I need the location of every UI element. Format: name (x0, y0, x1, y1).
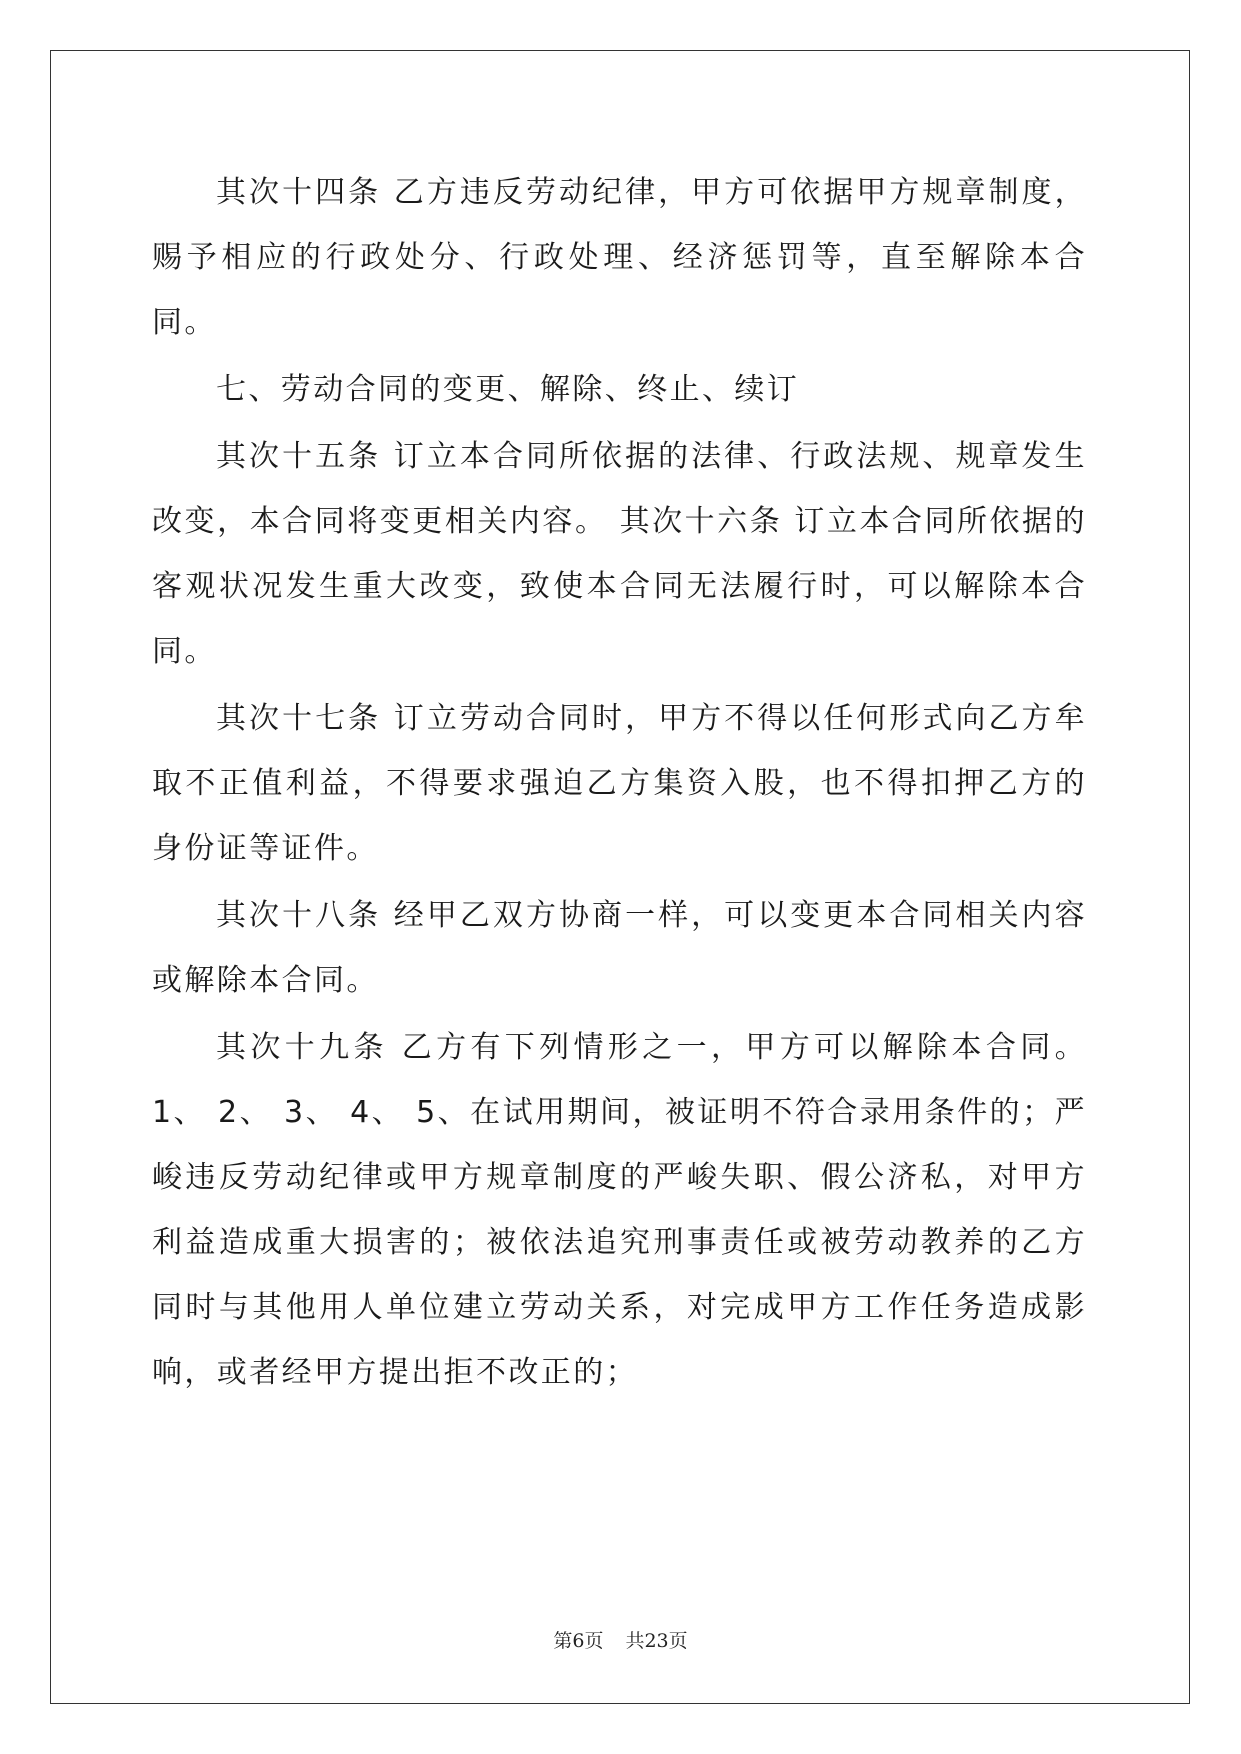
paragraph-article-19: 其次十九条 乙方有下列情形之一，甲方可以解除本合同。 1、 2、 3、 4、 5、在试用期间，被证明不符合录用条件的；严峻违反劳动纪律或甲方规章制度的严峻失职、假公济私，对甲方利益造成重大损害的；被依法追究刑事责任或被劳动教养的乙方同时与其他用人单位建立劳动关系，对完成甲方工作任务造成影响，或者经甲方提出拒不改正的； (152, 1030, 1087, 1390)
paragraph-article-14: 其次十四条 乙方违反劳动纪律，甲方可依据甲方规章制度，赐予相应的行政处分、行政处理、经济惩罚等，直至解除本合同。 (152, 175, 1087, 340)
paragraph-article-17: 其次十七条 订立劳动合同时，甲方不得以任何形式向乙方牟取不正值利益，不得要求强迫乙方集资入股，也不得扣押乙方的身份证等证件。 (152, 701, 1087, 866)
document-body (152, 160, 1087, 1405)
section-heading-contract-changes: 七、劳动合同的变更、解除、终止、续订 (216, 372, 800, 407)
page-number: 第6页 (553, 1630, 604, 1652)
paragraph-article-15-16: 其次十五条 订立本合同所依据的法律、行政法规、规章发生改变，本合同将变更相关内容。 其次十六条 订立本合同所依据的客观状况发生重大改变，致使本合同无法履行时，可以解除本合同。 (152, 439, 1087, 669)
page-total: 共23页 (625, 1630, 688, 1652)
paragraph-article-18: 其次十八条 经甲乙双方协商一样，可以变更本合同相关内容或解除本合同。 (152, 898, 1087, 998)
page-footer (0, 1626, 1241, 1653)
